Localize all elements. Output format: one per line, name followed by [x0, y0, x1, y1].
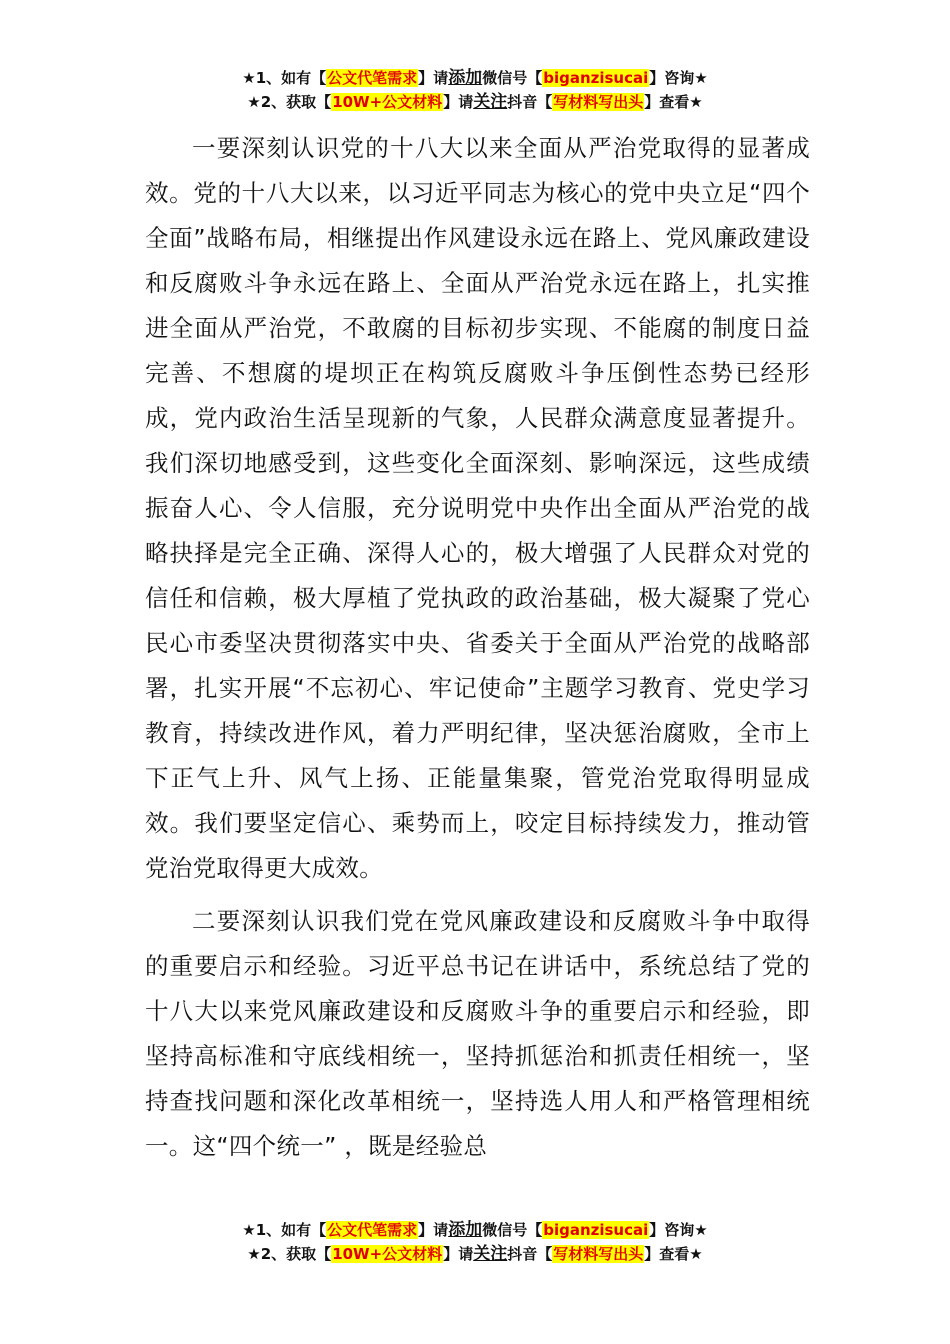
document-body	[145, 126, 810, 1177]
highlight-service: 公文代笔需求	[327, 1221, 418, 1239]
banner-line-1: ★1、如有【公文代笔需求】请添加微信号【biganzisucai】咨询★	[242, 68, 708, 88]
highlight-wechat-id: biganzisucai	[543, 69, 649, 87]
highlight-service: 公文代笔需求	[327, 69, 418, 87]
header-banner	[0, 66, 950, 114]
highlight-materials: 10W+公文材料	[332, 1245, 443, 1263]
highlight-douyin-account: 写材料写出头	[553, 93, 644, 111]
banner-line-2: ★2、获取【10W+公文材料】请关注抖音【写材料写出头】查看★	[247, 92, 703, 112]
paragraph-1: 一要深刻认识党的十八大以来全面从严治党取得的显著成效。党的十八大以来，以习近平同志为核心的党中央立足“四个全面”战略布局，相继提出作风建设永远在路上、党风廉政建设和反腐败斗争永远在路上、全面从严治党永远在路上，扎实推进全面从严治党，不敢腐的目标初步实现、不能腐的制度日益完善、不想腐的堤坝正在构筑反腐败斗争压倒性态势已经形成，党内政治生活呈现新的气象，人民群众满意度显著提升。我们深切地感受到，这些变化全面深刻、影响深远，这些成绩振奋人心、令人信服，充分说明党中央作出全面从严治党的战略抉择是完全正确、深得人心的，极大增强了人民群众对党的信任和信赖，极大厚植了党执政的政治基础，极大凝聚了党心民心市委坚决贯彻落实中央、省委关于全面从严治党的战略部署，扎实开展“不忘初心、牢记使命”主题学习教育、党史学习教育，持续改进作风，着力严明纪律，坚决惩治腐败，全市上下正气上升、风气上扬、正能量集聚，管党治党取得明显成效。我们要坚定信心、乘势而上，咬定目标持续发力，推动管党治党取得更大成效。	[145, 134, 810, 882]
footer-banner	[0, 1218, 950, 1266]
highlight-douyin-account: 写材料写出头	[553, 1245, 644, 1263]
highlight-wechat-id: biganzisucai	[543, 1221, 649, 1239]
banner-line-2: ★2、获取【10W+公文材料】请关注抖音【写材料写出头】查看★	[247, 1244, 703, 1264]
highlight-materials: 10W+公文材料	[332, 93, 443, 111]
banner-line-1: ★1、如有【公文代笔需求】请添加微信号【biganzisucai】咨询★	[242, 1220, 708, 1240]
paragraph-2: 二要深刻认识我们党在党风廉政建设和反腐败斗争中取得的重要启示和经验。习近平总书记在讲话中，系统总结了党的十八大以来党风廉政建设和反腐败斗争的重要启示和经验，即坚持高标准和守底线相统一，坚持抓惩治和抓责任相统一，坚持查找问题和深化改革相统一，坚持选人用人和严格管理相统一。这“四个统一” ，既是经验总	[145, 907, 810, 1160]
